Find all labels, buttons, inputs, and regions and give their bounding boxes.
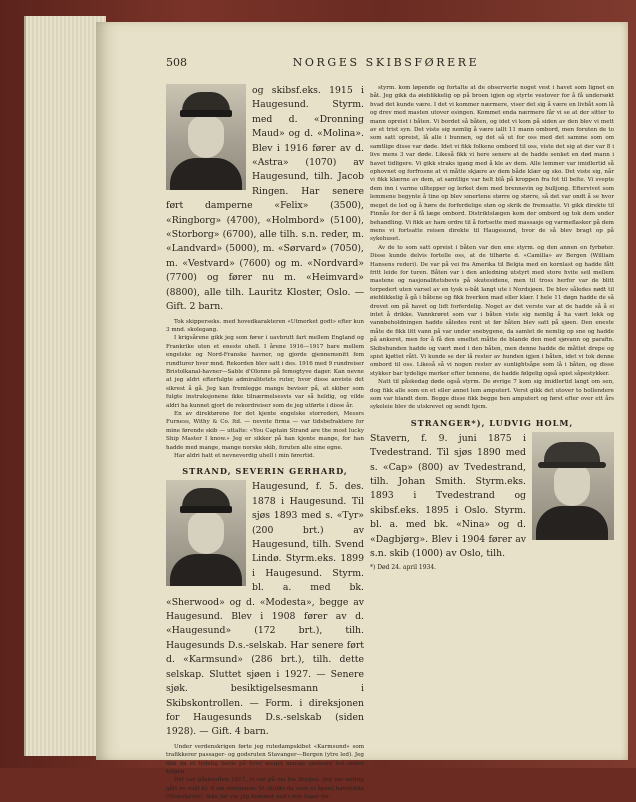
portrait-photo-3 bbox=[532, 432, 614, 540]
running-title: NORGES SKIBSFØRERE bbox=[292, 56, 480, 69]
portrait-photo-2 bbox=[166, 480, 246, 586]
continuation-text: styrm. kom løpende og fortalte at de observerte noget vest i havet som lignet en båt. Jeg gikk da øieblikkelig op på broen igjen og styrte vestover for å få undersøkt hvad det kunde være. I det vi kommer nærmere, viser det sig å være en livbåt som lå og drev med masten utover esingen. Kommet enda nærmere får vi se at der sitter to mann opreist i båten. Vi bordet så båten, og idet vi kom på siden av den blev vi mett av et trist syn. Det viste sig nemlig å være iallt 11 mann ombord, men foruten de to som satt opreist, lå alle i bunnen, og det så ut for oss med det samme som om samtlige disse var døde. Idet vi fikk folkene ombord til oss, viste det sig at der var 8 i live mens 3 var døde. Likeså fikk vi here senere at de hadde senket en død mann i havet tidligere. Vi gikk straks igang med å kle av dem. Alle lemmer var imidlertid så ophovnet og forfrosne at vi måtte skjære av dem både klær og sko. Det viste sig, når vi fikk klærne av dem, at samtlige var helt blå på kroppen fra fot til belte. Vi svepte dem inn i varme ulltepper og lerket dem med brennevin og bulljong. Eftervivet som lemmene begynte å tine op blev smertene større og større, så det var ondt å se hvor meget de led og å høre de forferdelige støn og skrik de fremsatte. Vi gikk direkte til Finnås for der å få læge ombord. Distriktslægen kom der ombord og tok dem under behandling. Vi fikk av ham ordre til å fortsette med massasje og varmeflasker på dem mens vi fortsatte reisen direkte til Haugesund, hvor de så blev bragt op på sykehuset. bbox=[370, 85, 614, 243]
right-column bbox=[370, 84, 614, 571]
entry-2-heading: STRAND, SEVERIN GERHARD, bbox=[182, 466, 348, 477]
entry-2-note: Under verdenskrigen førte jeg rutedampskibet «Karmsund» som trafikkerer passager- og godsruten Stavanger—Bergen (ytre led). Jeg fikk da et tydelig bevis på hvor meget mange sjømenn led under krigen. bbox=[166, 743, 364, 775]
continuation-text: Av de to som satt opreist i båten var den ene styrm. og den annen en fyrbøter. Disse kunde delvis fortelle oss, at de tilhørte d. «Camilla» av Bergen (William Hansens rederi). De var på vei fra Amerika til Belgia med en kornlast og hadde fått fritt leide for turen. Båten var i den anledning utstyrt med store hvite seil mellem mastene og nasjonalitetsbevis på skutesidene, men til tross herfor var de blitt torpedert uten varsel av en tysk u-båt langt ute i Nordsjøen. De blev således nødt til øieblikkelig å gå i båtene og fikk hverken mad eller klær. I hele 11 døgn hadde de så drevet om på havet og lidt forferdelig. Noget av det verste var at de hadde så å si intet å drikke. Vannkrøret som var i båten viste sig nemlig å ha vært lekk og vannbeholdningen hadde således rent ut før båten blev satt på sjøen. Den eneste måte de fikk litt vann på var under snebygene, da samlet de nemlig op sne og hadde på ankeret, men for å få den smeltet måtte de blande den med sjøvann og parafin. Skibshunden hadde og vært med i den båten, men denne hadde de måttet drepe og spist kjøttet rått. Vi kunde se der lå rester av hunden igjen i båten, idet vi tok denne ombord til oss. Likeså så vi nogen rester av sunlightsåpe som lå i båten, og disse stykker bar tydelige merker efter tennene, de hadde følgelig også spist såpestykker. bbox=[370, 244, 614, 377]
page-header bbox=[166, 56, 614, 72]
entry-2-text: Haugesund, f. 5. des. 1878 i Haugesund. Til sjøs 1893 med s. «Tyr» (200 brt.) av Haugesund, tilh. Svend Lindø. Styrm.eks. 1899 i Haugesund. Styrm. bl. a. med bk. «Sherwood» og d. «Modesta», begge av Haugesund. Blev i 1908 fører av d. «Haugesund» (172 brt.), tilh. Haugesunds D.s.-selskab. Har senere ført d. «Karmsund» (286 brt.), tilh. dette selskap. Sluttet sjøen i 1927. — Senere sjøk. besiktigelsesmann i Skibskontrollen. — Form. i direksjonen for Haugesunds D.s.-selskab (siden 1928). — Gift. 4 barn. bbox=[166, 481, 364, 738]
entry-2-note: Det var påskeaften 1917, vi var på vei fra Bergen. Jeg var nettop gått av vakt kl. 8 om morgenen. Vi skulde da over et åpent havstykke (Hiskehavet). Ikke før var jeg kommet ned i min lugar før bbox=[166, 777, 364, 801]
entry-1-note: En av direktørene for det kjente engelske storrederi, Messrs Furness, Withy & Co. ltd. — nevnte firma — var tidsbefraktere for mine førende skib — uttalte: «You Captain Strand are the most lucky Ship Master I know.» Jeg er sikker på han kjente mange, for han hadde med mange, mange norske skib, foruten alle sine egne. bbox=[166, 410, 364, 451]
portrait-photo-1 bbox=[166, 84, 246, 190]
continuation-text: Natt til påskedag døde også styrm. De øvrige 7 kom sig imidlertid langt om sen, dog fikk alle som en et eller annet lem amputert. Verst gikk det utover to hollendere som var blandt dem. Begge disse fikk begge ben amputert og først efter over ett års sykeleie blev de utskrevet og sendt hjem. bbox=[370, 379, 614, 411]
entry-1-text: og skibsf.eks. 1915 i Haugesund. Styrm. med d. «Dronning Maud» og d. «Molina». Blev i 1916 fører av d. «Astra» (1070) av Haugesund, tilh. Jacob Ringen. Har senere ført damperne «Felix» (3500), «Ringborg» (4700), «Holmbord» (5100), «Storborg» (6700), alle tilh. s.n. reder, m. «Landvard» (5000), m. «Sørvard» (7050), m. «Vestvard» (7600) og m. «Nordvard» (7700) og fører nu m. «Heimvard» (8800), alle tilh. Lauritz Kloster, Oslo. — Gift. 2 barn. bbox=[166, 85, 364, 313]
page-number: 508 bbox=[166, 56, 187, 69]
entry-1-note: Har aldri hatt et nevneverdig uhell i min førertid. bbox=[174, 453, 315, 459]
page-stack-edges bbox=[24, 16, 106, 756]
footnote: *) Død 24. april 1934. bbox=[370, 563, 437, 571]
entry-1-note: I krigsårene gikk jeg som fører i uavbrutt fart mellem England og Frankrike uten et eneste uhell. I årene 1916—1917 bare mellem engelske og Nord-Franske havner, og gjorde gjennemsnitt fem rundturer hver mnd. Rekorden blev satt i des. 1916 med 9 rundreiser Bristolkanal-havner—Sable d'Olonne på femogtyve dager. Kan nevne at jeg aldri efterfulgte admiralitetets ruter, hvor disse anviste det sikrest å gå. Jeg kan fremlegge mange beviser på, at skiber som fulgte instruksjonene ikke tilnærmelsesvis var så heldig, og vilde aldri ha kunnet gjort de rekordreiser som de jeg utførte i disse år. bbox=[166, 335, 364, 409]
left-column bbox=[166, 84, 364, 802]
entry-3-heading: STRANGER*), LUDVIG HOLM, bbox=[410, 417, 574, 428]
entry-3-text: Stavern, f. 9. juni 1875 i Tvedestrand. Til sjøs 1890 med s. «Cap» (800) av Tvedestrand, tilh. Johan Smith. Styrm.eks. 1893 i Tvedestrand og skibsf.eks. 1895 i Oslo. Styrm. bl. a. med bk. «Nina» og d. «Dagbjørg». Blev i 1904 fører av s.n. skib (1000) av Oslo, tilh. bbox=[370, 432, 526, 560]
entry-1-note: Tok skipperseks. med hovedkarakteren «Utmerket godt» efter kun 3 mnd. skolegang. bbox=[166, 318, 364, 333]
